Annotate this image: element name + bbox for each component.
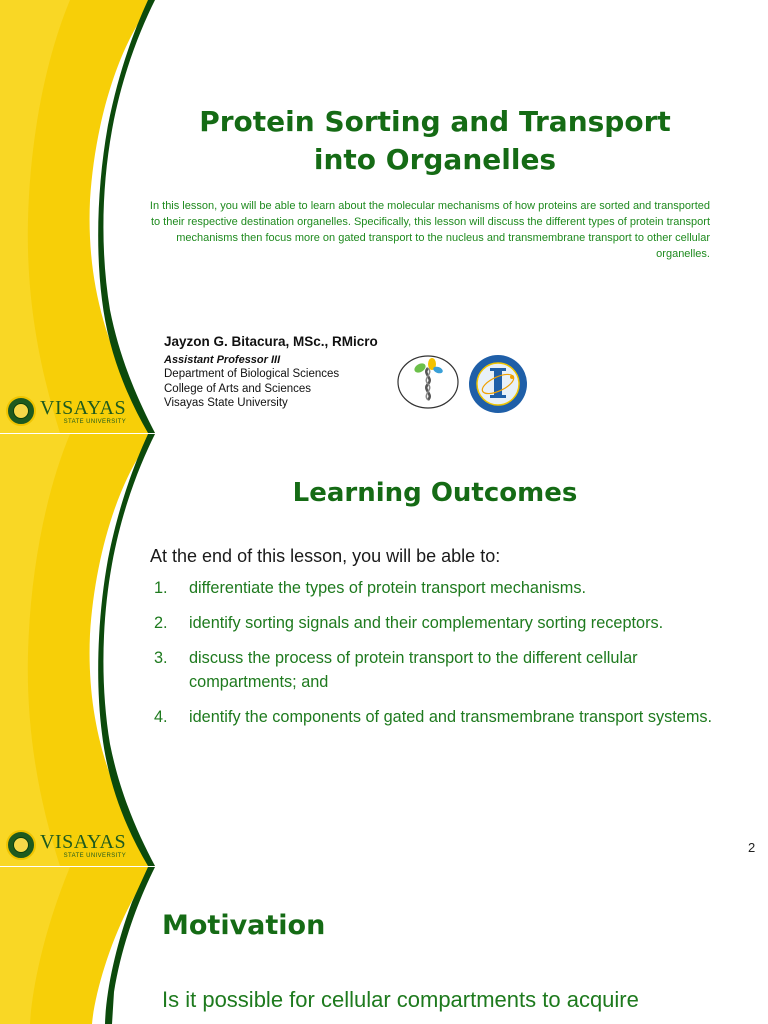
vsu-logo-name: VISAYAS <box>40 830 127 853</box>
list-item <box>154 705 734 729</box>
list-item-text: discuss the process of protein transport to the different cellular compartments; and <box>189 649 638 691</box>
author-block <box>164 335 378 411</box>
vsu-logo-sub: STATE UNIVERSITY <box>63 852 127 859</box>
dbs-logo-icon <box>396 354 460 410</box>
list-item <box>154 611 734 635</box>
list-item <box>154 646 734 694</box>
lesson-abstract: In this lesson, you will be able to learn about the molecular mechanisms of how proteins are sorted and transported to their respective destination organelles. Specifically, this lesson will discuss the different types of protein transport mechanisms then focus more on gated transport to the nucleus and transmembrane transport to other cellular organelles. <box>149 200 710 260</box>
motivation-title: Motivation <box>162 910 326 941</box>
author-university: Visayas State University <box>164 397 288 409</box>
learning-outcomes-list <box>154 576 734 740</box>
learning-outcomes-intro: At the end of this lesson, you will be able to: <box>150 546 501 566</box>
vsu-logo <box>6 830 126 860</box>
author-college: College of Arts and Sciences <box>164 382 312 395</box>
list-item-text: identify the components of gated and transmembrane transport systems. <box>189 708 713 726</box>
learning-outcomes-title: Learning Outcomes <box>292 478 578 508</box>
list-item-number: 3. <box>154 649 168 667</box>
motivation-question: Is it possible for cellular compartments to acquire <box>162 987 639 1012</box>
vsu-seal-icon <box>6 830 36 860</box>
author-department: Department of Biological Sciences <box>164 368 340 380</box>
list-item-number: 1. <box>154 579 168 597</box>
page-title: Protein Sorting and Transport into Organelles <box>199 105 671 176</box>
author-position: Assistant Professor III <box>164 353 281 366</box>
author-name: Jayzon G. Bitacura, MSc., RMicro <box>164 334 378 349</box>
list-item-number: 2. <box>154 614 168 632</box>
list-item-number: 4. <box>154 708 168 726</box>
list-item-text: differentiate the types of protein transport mechanisms. <box>189 579 586 597</box>
list-item <box>154 576 734 600</box>
cas-logo-icon <box>468 354 528 414</box>
page-number: 2 <box>748 840 756 855</box>
vsu-logo-name: VISAYAS <box>40 396 127 419</box>
vsu-seal-icon <box>6 396 36 426</box>
vsu-logo-sub: STATE UNIVERSITY <box>63 418 127 425</box>
list-item-text: identify sorting signals and their complementary sorting receptors. <box>189 614 664 632</box>
vsu-logo <box>6 396 126 426</box>
